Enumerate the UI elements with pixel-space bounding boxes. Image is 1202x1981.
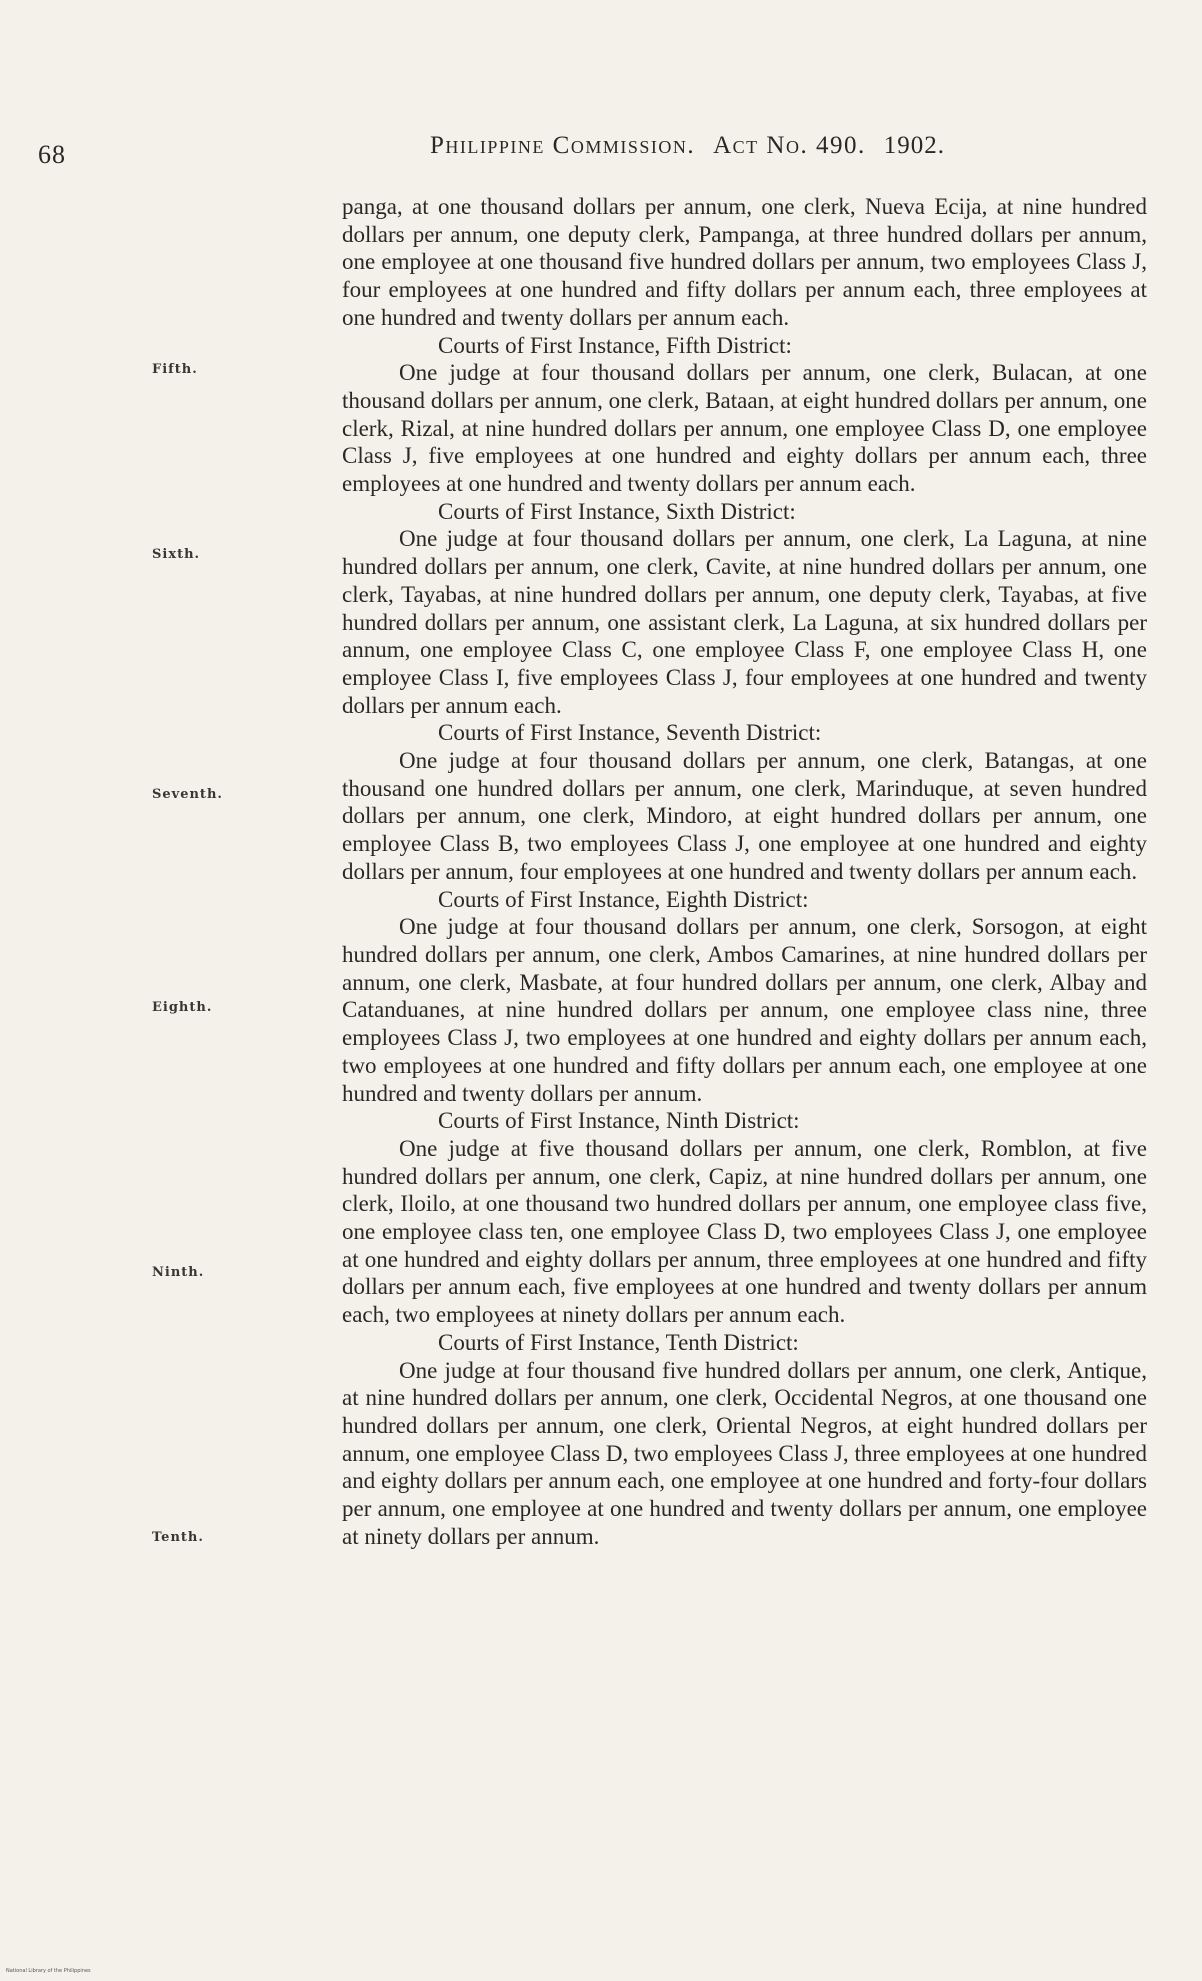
running-head-year: 1902.	[883, 132, 945, 159]
sixth-district-paragraph: One judge at four thousand dollars per annum, one clerk, La Laguna, at nine hundred dollars per annum, one clerk, Cavite, at nine hundred dollars per annum, one clerk, Tayabas, at nine hundred dollars per annum, one deputy clerk, Tayabas, at five hundred dollars per annum, one assistant clerk, La Laguna, at six hundred dollars per annum, one employee Class C, one employee Class F, one employee Class H, one employee Class I, five employees Class J, four employees at one hundred and twenty dollars per annum each.	[342, 526, 1147, 718]
ninth-district-heading: Courts of First Instance, Ninth District:	[438, 1108, 800, 1134]
continuation-paragraph: panga, at one thousand dollars per annum, one clerk, Nueva Ecija, at nine hundred dollars per annum, one deputy clerk, Pampanga, at three hundred dollars per annum, one employee at one thousand five hundred dollars per annum, two employees Class J, four employees at one hundred and fifty dollars per annum each, three employees at one hundred and twenty dollars per annum each.	[342, 194, 1147, 330]
sixth-district-heading: Courts of First Instance, Sixth District:	[438, 498, 796, 524]
eighth-district-paragraph: One judge at four thousand dollars per annum, one clerk, Sorsogon, at eight hundred dollars per annum, one clerk, Ambos Camarines, at nine hundred dollars per annum, one clerk, Masbate, at four hundred dollars per annum, one clerk, Albay and Catanduanes, at nine hundred dollars per annum, one employee class nine, three employees Class J, two employees at one hundred and eighty dollars per annum each, two employees at one hundred and fifty dollars per annum each, one employee at one hundred and twenty dollars per annum.	[342, 914, 1147, 1106]
seventh-district-paragraph: One judge at four thousand dollars per annum, one clerk, Batangas, at one thousand one hundred dollars per annum, one clerk, Marinduque, at seven hundred dollars per annum, one clerk, Mindoro, at eight hundred dollars per annum, one employee Class B, two employees Class J, one employee at one hundred and eighty dollars per annum, four employees at one hundred and twenty dollars per annum each.	[342, 748, 1147, 884]
seventh-district-heading: Courts of First Instance, Seventh District:	[438, 720, 822, 746]
body-text	[342, 193, 1147, 1550]
tenth-district-paragraph: One judge at four thousand five hundred dollars per annum, one clerk, Antique, at nine hundred dollars per annum, one clerk, Occidental Negros, at one thousand one hundred dollars per annum, one clerk, Oriental Negros, at eight hundred dollars per annum, one employee Class D, two employees Class J, three employees at one hundred and eighty dollars per annum each, one employee at one hundred and forty-four dollars per annum, one employee at one hundred and twenty dollars per annum, one employee at ninety dollars per annum.	[342, 1357, 1147, 1549]
sidenote-ninth: Ninth.	[152, 1265, 205, 1280]
ninth-district-paragraph: One judge at five thousand dollars per annum, one clerk, Romblon, at five hundred dollars per annum, one clerk, Capiz, at nine hundred dollars per annum, one clerk, Iloilo, at one thousand two hundred dollars per annum, one employee class five, one employee class ten, one employee Class D, two employees Class J, one employee at one hundred and eighty dollars per annum, three employees at one hundred and fifty dollars per annum each, five employees at one hundred and twenty dollars per annum each, two employees at ninety dollars per annum each.	[342, 1135, 1147, 1328]
sidenote-tenth: Tenth.	[152, 1530, 204, 1545]
footer-credit: National Library of the Philippines	[6, 1968, 91, 1974]
sidenote-seventh: Seventh.	[152, 787, 223, 802]
sidenote-eighth: Eighth.	[152, 1000, 213, 1015]
fifth-district-heading: Courts of First Instance, Fifth District:	[438, 332, 792, 358]
running-head-act: Act No. 490.	[713, 132, 866, 159]
sidenote-sixth: Sixth.	[152, 547, 201, 562]
running-head	[430, 132, 945, 160]
eighth-district-heading: Courts of First Instance, Eighth District:	[438, 886, 809, 912]
fifth-district-paragraph: One judge at four thousand dollars per annum, one clerk, Bulacan, at one thousand dollars per annum, one clerk, Bataan, at eight hundred dollars per annum, one clerk, Rizal, at nine hundred dollars per annum, one employee Class D, one employee Class J, five employees at one hundred and eighty dollars per annum each, three employees at one hundred and twenty dollars per annum each.	[342, 360, 1147, 497]
page-number: 68	[38, 140, 66, 169]
running-head-commission: Philippine Commission.	[430, 132, 696, 159]
sidenote-fifth: Fifth.	[152, 362, 198, 377]
tenth-district-heading: Courts of First Instance, Tenth District:	[438, 1329, 799, 1355]
